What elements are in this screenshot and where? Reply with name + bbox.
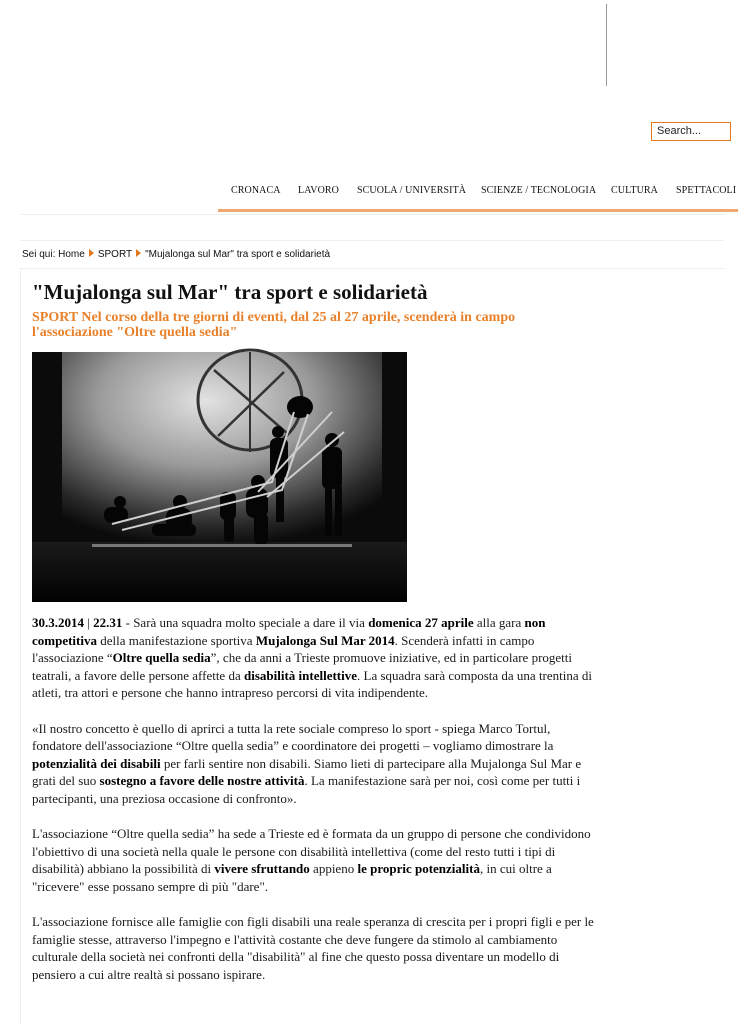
- breadcrumb-arrow-icon: [136, 249, 141, 257]
- breadcrumb-current: "Mujalonga sul Mar" tra sport e solidarietà: [145, 249, 331, 260]
- text-bold: sostegno a favore delle nostre attività: [99, 773, 305, 788]
- text-bold: le propric potenzialità: [357, 861, 480, 876]
- text: . La squadra sarà composta da una trentina di atleti, tra attori e persone che hanno intrapreso percorsi di vita indipendente.: [32, 667, 593, 700]
- article-paragraph-3: [32, 825, 597, 895]
- nav-item-cronaca[interactable]: CRONACA: [231, 185, 281, 196]
- article-photo: [32, 352, 407, 602]
- article-subtitle: SPORT Nel corso della tre giorni di eventi, dal 25 al 27 aprile, scenderà in campo l'associazione "Oltre quella sedia": [32, 310, 516, 340]
- text-bold: Mujalonga Sul Mar 2014: [255, 632, 395, 648]
- text: . La manifestazione sarà per noi, così come per tutti i partecipanti, una preziosa occasione di confronto».: [32, 773, 581, 806]
- text: per farli sentire non disabili. Siamo lieti di partecipare alla Mujalonga Sul Mar e grati del suo: [32, 755, 582, 788]
- breadcrumb-section[interactable]: SPORT: [97, 249, 133, 260]
- text-bold: Oltre quella sedia: [112, 650, 211, 665]
- article-paragraph-4: L'associazione fornisce alle famiglie con figli disabili una reale speranza di crescita per i propri figli e per le famiglie stesse, attraverso l'impegno e l'attività costante che deve fungere da stimolo al cambiamento culturale della società nei confronti della "disabilità" al fine che questo possa diventare un modello di pensiero a cui altre realtà si possano ispirare.: [32, 914, 594, 982]
- text-bold: non competitiva: [32, 615, 546, 648]
- text-bold: disabilità intellettive: [243, 667, 358, 683]
- header-separator: [20, 214, 724, 215]
- nav-item-spettacoli[interactable]: SPETTACOLI: [676, 185, 737, 196]
- nav-item-scuola[interactable]: SCUOLA / UNIVERSITÀ: [357, 185, 467, 196]
- text-bold: vivere sfruttando: [214, 861, 310, 876]
- header-divider: [606, 4, 607, 86]
- article-paragraph-2: [32, 720, 597, 808]
- breadcrumb-arrow-icon: [89, 249, 94, 257]
- nav-item-lavoro[interactable]: LAVORO: [298, 185, 339, 196]
- breadcrumb-home[interactable]: Home: [58, 249, 85, 260]
- breadcrumb-separator: [20, 240, 724, 241]
- text: appieno: [309, 861, 358, 876]
- article-date: 30.3.2014: [32, 615, 84, 630]
- text: della manifestazione sportiva: [96, 632, 256, 648]
- breadcrumb-prefix: Sei qui:: [22, 249, 56, 260]
- text: «Il nostro concetto è quello di aprirci a tutta la rete sociale compreso lo sport - spiega Marco Tortul, fondatore dell'associazione “Oltre quella sedia” e coordinatore dei progetti – vogliamo dimostrare la: [32, 720, 554, 753]
- text: L'associazione “Oltre quella sedia” ha sede a Trieste ed è formata da un gruppo di persone che condividono l'obiettivo di una società nella quale le persone con disabilità intellettiva (come del resto tutti i tipi di disabilità) abbiano la possibilità di: [32, 826, 591, 876]
- text: - Sarà una squadra molto speciale a dare il via: [122, 615, 369, 630]
- article-body: [32, 614, 597, 1001]
- text: , in cui oltre a "ricevere" esse possano sempre di più "dare".: [32, 861, 552, 894]
- breadcrumb: [22, 249, 330, 260]
- article-paragraph-1: 30.3.2014 | 22.31 - Sarà una squadra molto speciale a dare il via domenica 27 aprile alla gara non competitiva della manifestazione sportiva Mujalonga Sul Mar 2014. Scenderà infatti in campo l'associazione “Oltre quella sedia”, che da anni a Trieste promuove iniziative, ed in particolare progetti teatrali, a favore delle persone affette da disabilità intellettive. La squadra sarà composta da una trentina di atleti, tra attori e persone che hanno intrapreso percorsi di vita indipendente.: [32, 615, 593, 700]
- nav-item-cultura[interactable]: CULTURA: [611, 185, 659, 196]
- main-nav: [218, 185, 738, 212]
- nav-item-scienze[interactable]: SCIENZE / TECNOLOGIA: [481, 185, 597, 196]
- article-time: 22.31: [93, 615, 123, 630]
- text-bold: potenzialità dei disabili: [32, 755, 161, 771]
- article-title: "Mujalonga sul Mar" tra sport e solidarietà: [32, 280, 428, 304]
- text-bold: domenica 27 aprile: [368, 615, 474, 630]
- text: ”, che da anni a Trieste promuove iniziative, ed in particolare progetti teatrali, a favore delle persone affette da: [32, 650, 573, 683]
- text: alla gara: [473, 615, 525, 630]
- text: . Scenderà infatti in campo l'associazione “: [32, 632, 535, 665]
- search-input[interactable]: Search...: [651, 122, 731, 141]
